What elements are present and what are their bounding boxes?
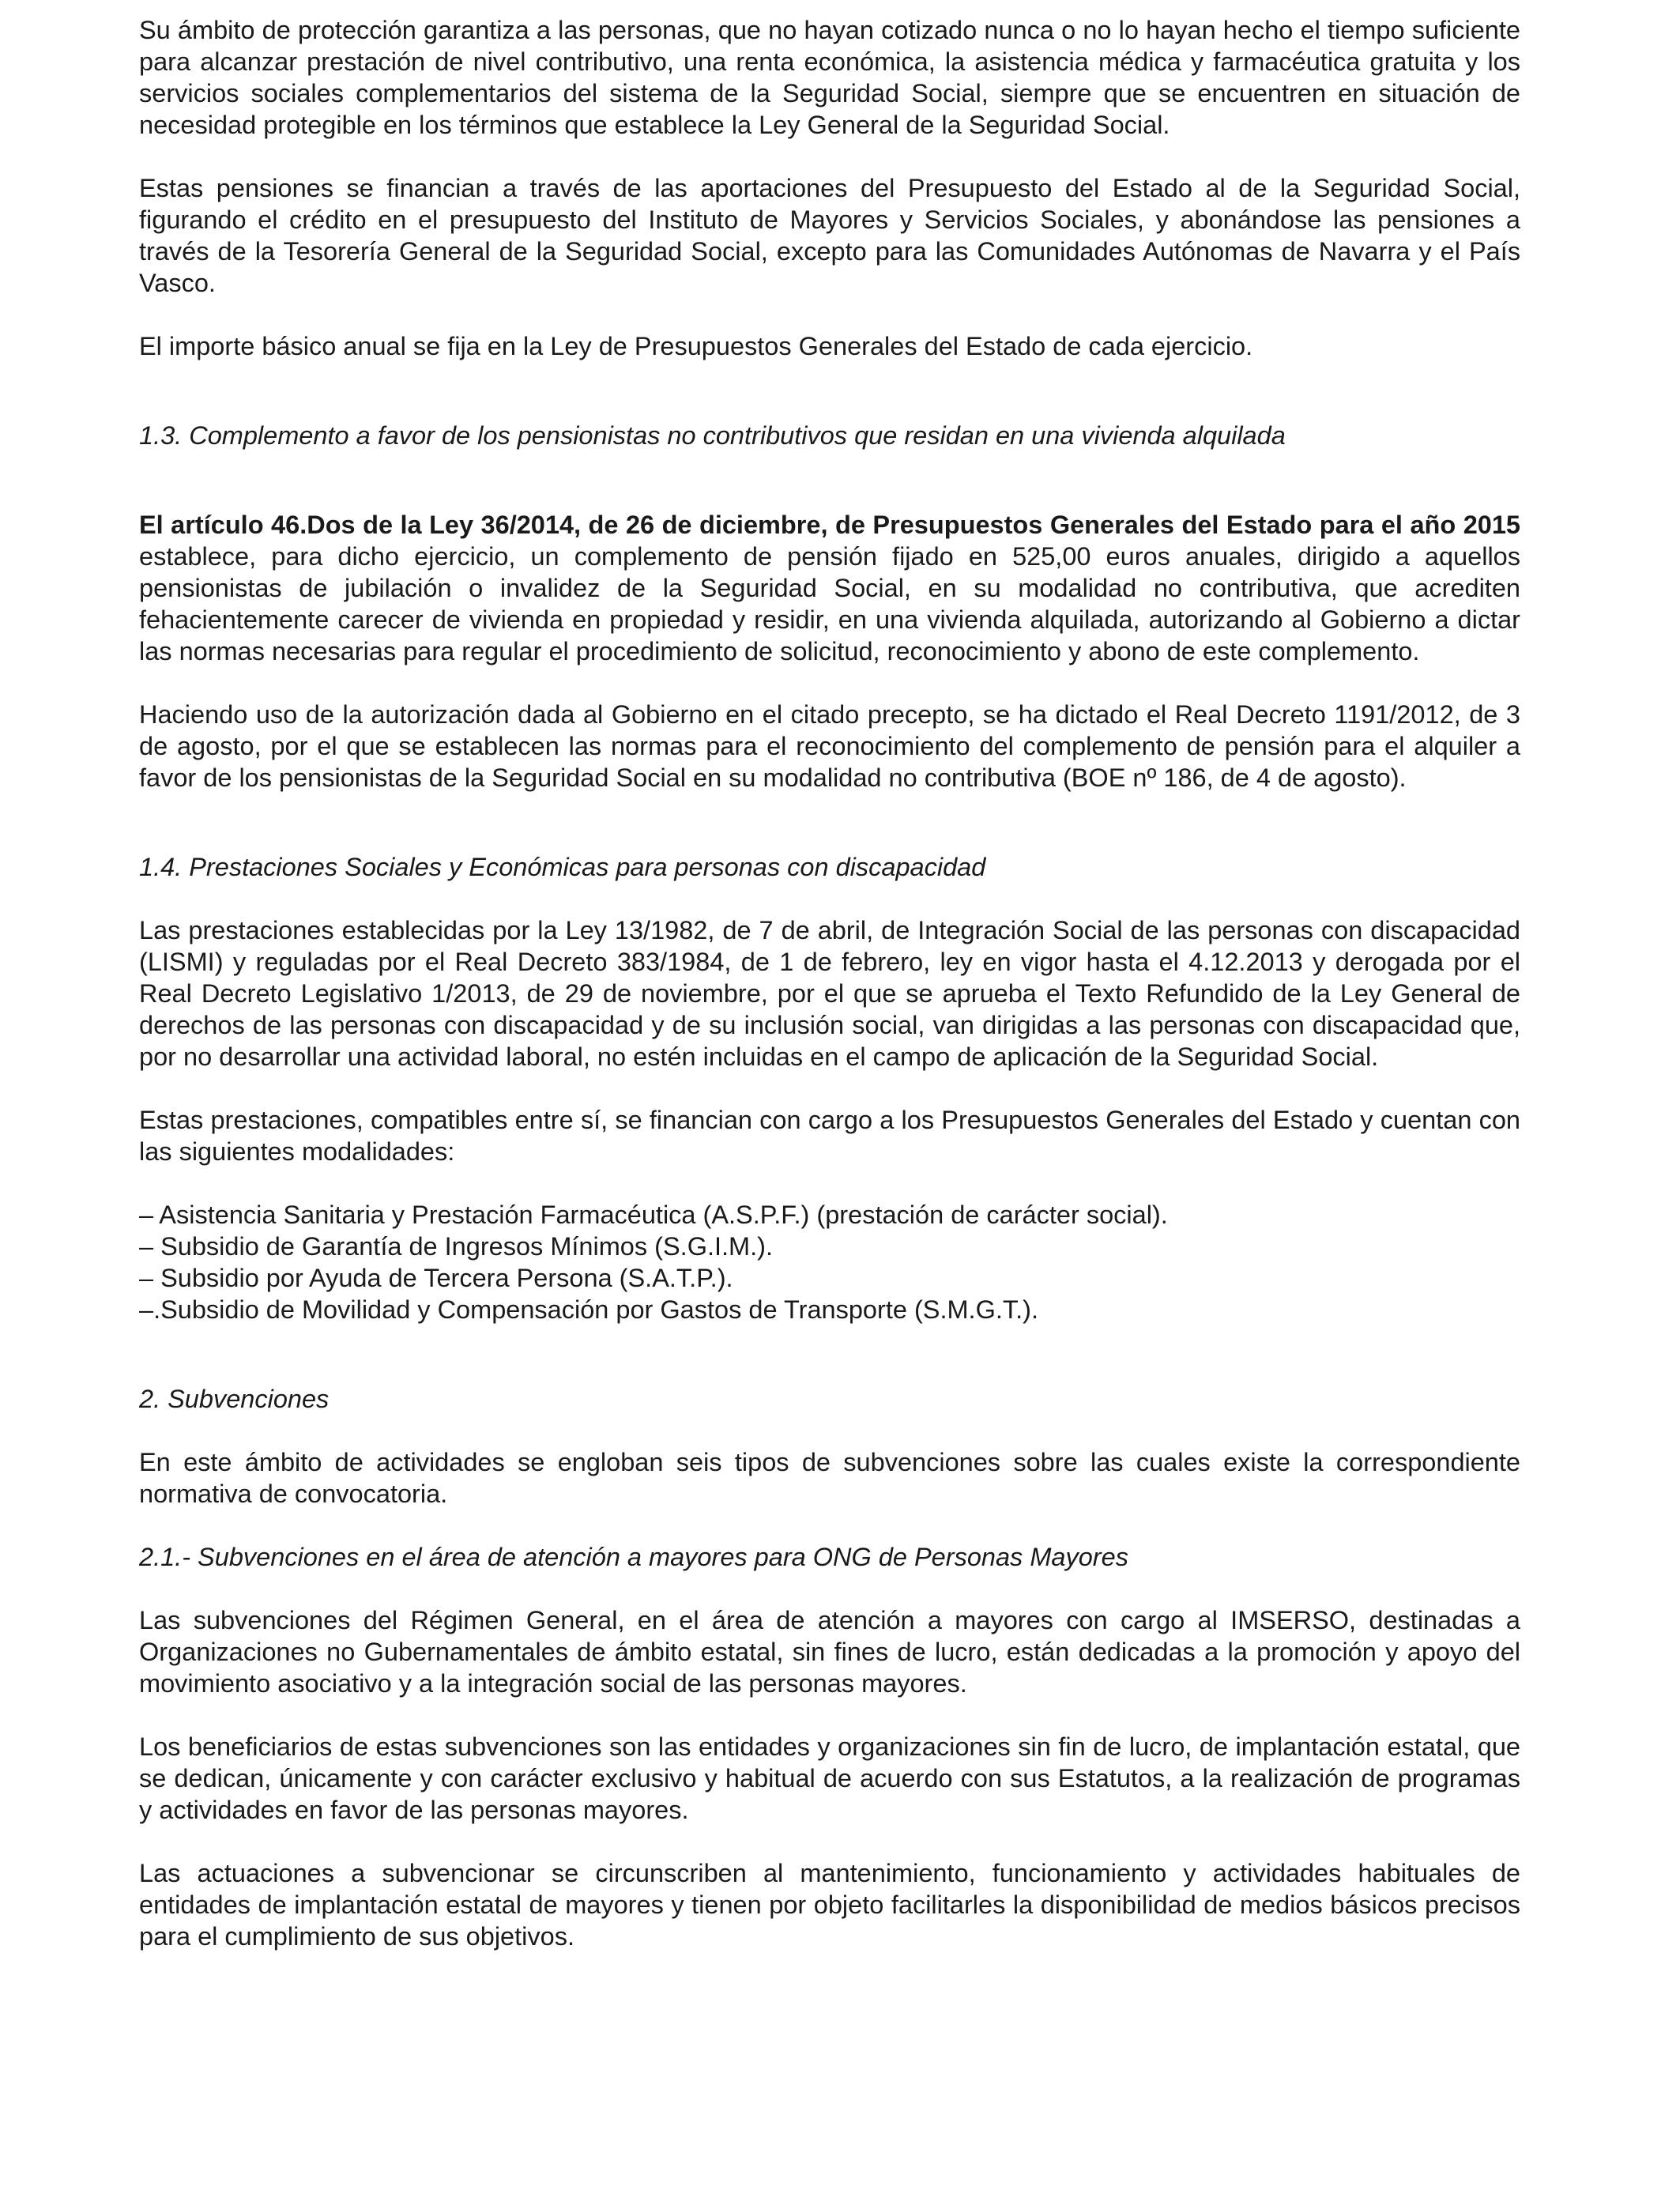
- paragraph-basic-amount: El importe básico anual se fija en la Ley de Presupuestos Generales del Estado de cada ejercicio.: [139, 332, 1253, 360]
- paragraph-beneficiaries: Los beneficiarios de estas subvenciones son las entidades y organizaciones sin fin de lucro, de implantación estatal, que se dedican, únicamente y con carácter exclusivo y habitual de acuerdo con sus Estatutos, a la realización de programas y actividades en favor de las personas mayores.: [139, 1732, 1520, 1824]
- document-page: [139, 14, 1520, 1952]
- modalities-list: [139, 1199, 1520, 1325]
- paragraph-regimen-general: Las subvenciones del Régimen General, en el área de atención a mayores con cargo al IMSERSO, destinadas a Organizaciones no Gubernamentales de ámbito estatal, sin fines de lucro, están dedicadas a la promoción y apoyo del movimiento asociativo y a la integración social de las personas mayores.: [139, 1606, 1520, 1698]
- list-item: – Asistencia Sanitaria y Prestación Farmacéutica (A.S.P.F.) (prestación de carácter social).: [139, 1201, 1168, 1229]
- article-46-bold-text: El artículo 46.Dos de la Ley 36/2014, de 26 de diciembre, de Presupuestos Generales del Estado para el año 2015: [139, 511, 1520, 539]
- paragraph-lismi: Las prestaciones establecidas por la Ley 13/1982, de 7 de abril, de Integración Social de las personas con discapacidad (LISMI) y reguladas por el Real Decreto 383/1984, de 1 de febrero, ley en vigor hasta el 4.12.2013 y derogada por el Real Decreto Legislativo 1/2013, de 29 de noviembre, por el que se aprueba el Texto Refundido de la Ley General de derechos de las personas con discapacidad y de su inclusión social, van dirigidas a las personas con discapacidad que, por no desarrollar una actividad laboral, no estén incluidas en el campo de aplicación de la Seguridad Social.: [139, 916, 1520, 1071]
- article-46-text: establece, para dicho ejercicio, un complemento de pensión fijado en 525,00 euros anuales, dirigido a aquellos pensionistas de jubilación o invalidez de la Seguridad Social, en su modalidad no contributiva, que acrediten fehacientemente carecer de vivienda en propiedad y residir, en una vivienda alquilada, autorizando al Gobierno a dictar las normas necesarias para regular el procedimiento de solicitud, reconocimiento y abono de este complemento.: [139, 542, 1520, 665]
- paragraph-protection-scope: Su ámbito de protección garantiza a las personas, que no hayan cotizado nunca o no lo hayan hecho el tiempo suficiente para alcanzar prestación de nivel contributivo, una renta económica, la asistencia médica y farmacéutica gratuita y los servicios sociales complementarios del sistema de la Seguridad Social, siempre que se encuentren en situación de necesidad protegible en los términos que establece la Ley General de la Seguridad Social.: [139, 16, 1520, 139]
- section-heading-2: 2. Subvenciones: [139, 1385, 330, 1413]
- list-item: –.Subsidio de Movilidad y Compensación por Gastos de Transporte (S.M.G.T.).: [139, 1295, 1039, 1324]
- paragraph-real-decreto: Haciendo uso de la autorización dada al Gobierno en el citado precepto, se ha dictado el Real Decreto 1191/2012, de 3 de agosto, por el que se establecen las normas para el reconocimiento del complemento de pensión para el alquiler a favor de los pensionistas de la Seguridad Social en su modalidad no contributiva (BOE nº 186, de 4 de agosto).: [139, 700, 1520, 792]
- paragraph-financing: Estas pensiones se financian a través de las aportaciones del Presupuesto del Estado al de la Seguridad Social, figurando el crédito en el presupuesto del Instituto de Mayores y Servicios Sociales, y abonándose las pensiones a través de la Tesorería General de la Seguridad Social, excepto para las Comunidades Autónomas de Navarra y el País Vasco.: [139, 174, 1520, 297]
- section-heading-1-4: 1.4. Prestaciones Sociales y Económicas para personas con discapacidad: [139, 853, 986, 881]
- list-item: – Subsidio por Ayuda de Tercera Persona (S.A.T.P.).: [139, 1264, 733, 1292]
- list-item: – Subsidio de Garantía de Ingresos Mínimos (S.G.I.M.).: [139, 1232, 774, 1261]
- paragraph-subsidy-types: En este ámbito de actividades se engloban seis tipos de subvenciones sobre las cuales existe la correspondiente normativa de convocatoria.: [139, 1448, 1520, 1508]
- paragraph-modalities-intro: Estas prestaciones, compatibles entre sí, se financian con cargo a los Presupuestos Generales del Estado y cuentan con las siguientes modalidades:: [139, 1106, 1520, 1166]
- paragraph-article-46: [139, 509, 1520, 667]
- section-heading-2-1: 2.1.- Subvenciones en el área de atención a mayores para ONG de Personas Mayores: [139, 1543, 1128, 1571]
- section-heading-1-3: 1.3. Complemento a favor de los pensionistas no contributivos que residan en una vivienda alquilada: [139, 421, 1286, 450]
- paragraph-actions: Las actuaciones a subvencionar se circunscriben al mantenimiento, funcionamiento y actividades habituales de entidades de implantación estatal de mayores y tienen por objeto facilitarles la disponibilidad de medios básicos precisos para el cumplimiento de sus objetivos.: [139, 1859, 1520, 1951]
